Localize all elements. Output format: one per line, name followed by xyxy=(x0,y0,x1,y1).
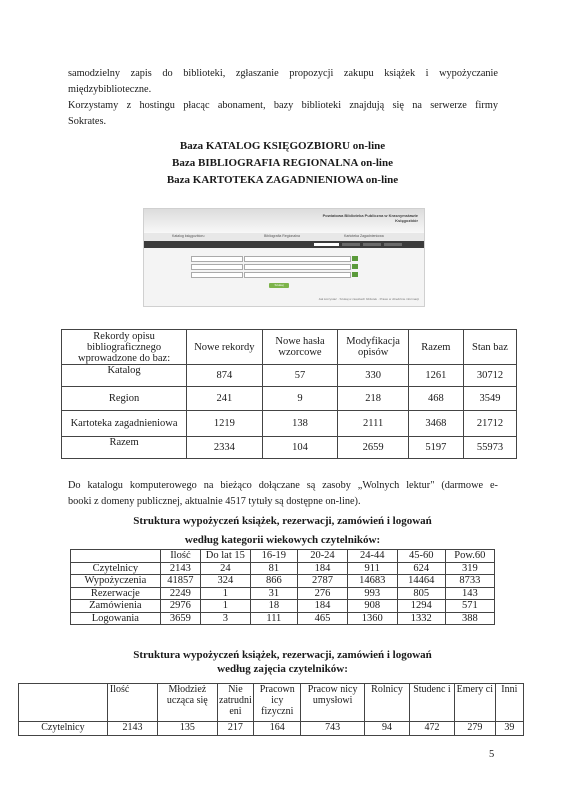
table-cell: 9 xyxy=(262,387,338,411)
table-cell: 217 xyxy=(217,722,254,736)
table-cell: 3659 xyxy=(160,612,200,625)
screenshot-go-1 xyxy=(352,256,358,261)
table-cell: 21712 xyxy=(463,411,516,437)
table-cell: 571 xyxy=(445,600,494,613)
table-cell: 8733 xyxy=(445,575,494,588)
table-cell: 279 xyxy=(454,722,495,736)
table-cell: Ilość xyxy=(160,550,200,563)
intro-line-3: Korzystamy z hostingu płacąc abonament, bazy biblioteki znajdują się na serwerze firmy xyxy=(68,100,498,111)
intro-line-2: międzybiblioteczne. xyxy=(68,84,152,95)
screenshot-toolbar xyxy=(144,241,424,248)
table-cell: Rezerwacje xyxy=(71,587,161,600)
table-cell: Emery ci xyxy=(454,684,495,722)
table-cell: 138 xyxy=(262,411,338,437)
table-row xyxy=(71,612,495,625)
table-cell: Region xyxy=(62,387,187,411)
wolne-lektury-line-1: Do katalogu komputerowego na bieżąco dołączane są zasoby „Wolnych lektur" (darmowe e- xyxy=(68,480,498,491)
table-cell: 911 xyxy=(347,562,397,575)
screenshot-footer: Jak korzystać · Szukaj w zasobach bibliotek · Prawo w dziedzinie informacji xyxy=(318,297,419,301)
table-row xyxy=(71,587,495,600)
table-cell: 5197 xyxy=(408,437,463,459)
screenshot-toolbar-button-2 xyxy=(363,243,381,246)
table-cell: 1 xyxy=(201,600,250,613)
table-cell: Logowania xyxy=(71,612,161,625)
table-cell xyxy=(19,684,108,722)
occupation-table-header xyxy=(19,684,524,722)
table-cell: 218 xyxy=(338,387,408,411)
screenshot-quick-search xyxy=(314,243,339,246)
age-structure-table xyxy=(70,549,495,625)
age-structure-heading-1: Struktura wypożyczeń książek, rezerwacji, zamówień i logowań xyxy=(133,515,432,527)
records-header-category: Rekordy opisu bibliograficznego wprowadzone do baz: xyxy=(62,330,187,365)
table-cell: 104 xyxy=(262,437,338,459)
screenshot-toolbar-button-1 xyxy=(342,243,360,246)
table-cell: 55973 xyxy=(463,437,516,459)
table-cell: 14683 xyxy=(347,575,397,588)
table-cell: 1332 xyxy=(397,612,445,625)
screenshot-field-input-3 xyxy=(244,272,351,278)
page-number: 5 xyxy=(489,749,495,760)
table-cell: 276 xyxy=(298,587,348,600)
table-cell: 2143 xyxy=(160,562,200,575)
table-cell: Studenc i xyxy=(409,684,454,722)
table-cell: Ilość xyxy=(107,684,157,722)
table-cell: 330 xyxy=(338,365,408,387)
table-cell: Czytelnicy xyxy=(19,722,108,736)
screenshot-header xyxy=(144,209,424,233)
records-header-state: Stan baz xyxy=(463,330,516,365)
table-cell: Pracown icy fizyczni xyxy=(254,684,301,722)
screenshot-tab-katalog: Katalog księgozbioru xyxy=(172,234,205,238)
table-cell: 2249 xyxy=(160,587,200,600)
table-cell: 241 xyxy=(187,387,262,411)
table-cell: 2787 xyxy=(298,575,348,588)
table-row xyxy=(62,387,517,411)
screenshot-field-input-2 xyxy=(244,264,351,270)
occupation-structure-table xyxy=(18,683,524,736)
table-row xyxy=(62,411,517,437)
screenshot-search-button: Szukaj xyxy=(269,283,289,288)
table-cell: 24-44 xyxy=(347,550,397,563)
age-structure-heading-2: według kategorii wiekowych czytelników: xyxy=(184,534,381,546)
table-cell: 2976 xyxy=(160,600,200,613)
table-cell: Pow.60 xyxy=(445,550,494,563)
base-title-bibliografia: Baza BIBLIOGRAFIA REGIONALNA on-line xyxy=(172,157,393,169)
occupation-structure-heading-2: według zajęcia czytelników: xyxy=(217,663,348,675)
table-cell: 993 xyxy=(347,587,397,600)
table-cell: Młodzież ucząca się xyxy=(158,684,218,722)
table-cell: 2659 xyxy=(338,437,408,459)
screenshot-logo xyxy=(308,213,418,223)
table-cell: 1261 xyxy=(408,365,463,387)
screenshot-toolbar-button-3 xyxy=(384,243,402,246)
records-header-modified: Modyfikacja opisów xyxy=(338,330,408,365)
screenshot-tabs xyxy=(144,233,424,241)
table-cell: 184 xyxy=(298,562,348,575)
table-cell: Zamówienia xyxy=(71,600,161,613)
table-cell: 908 xyxy=(347,600,397,613)
age-table-header xyxy=(71,550,495,563)
table-cell: 30712 xyxy=(463,365,516,387)
screenshot-field-select-1 xyxy=(191,256,243,262)
table-cell: 111 xyxy=(250,612,298,625)
table-cell: 388 xyxy=(445,612,494,625)
screenshot-search-form xyxy=(189,253,369,293)
screenshot-field-select-3 xyxy=(191,272,243,278)
table-cell: Katalog xyxy=(62,365,187,387)
table-cell: 45-60 xyxy=(397,550,445,563)
screenshot-logo-line2: Księgozbiór xyxy=(395,218,418,223)
table-cell: Razem xyxy=(62,437,187,459)
screenshot-go-2 xyxy=(352,264,358,269)
occupation-structure-heading-1: Struktura wypożyczeń książek, rezerwacji, zamówień i logowań xyxy=(133,649,432,661)
table-cell: 472 xyxy=(409,722,454,736)
wolne-lektury-line-2: booki z domeny publicznej, aktualnie 4517 tytuły są dostępne on-line). xyxy=(68,496,361,507)
screenshot-go-3 xyxy=(352,272,358,277)
screenshot-field-input-1 xyxy=(244,256,351,262)
table-cell: 164 xyxy=(254,722,301,736)
table-cell: 2334 xyxy=(187,437,262,459)
table-cell: 24 xyxy=(201,562,250,575)
table-cell: 20-24 xyxy=(298,550,348,563)
intro-line-4: Sokrates. xyxy=(68,116,107,127)
table-cell: 41857 xyxy=(160,575,200,588)
table-cell xyxy=(71,550,161,563)
records-header-total: Razem xyxy=(408,330,463,365)
table-cell: 1360 xyxy=(347,612,397,625)
table-cell: 3549 xyxy=(463,387,516,411)
table-cell: 16-19 xyxy=(250,550,298,563)
table-row xyxy=(71,575,495,588)
table-cell: 81 xyxy=(250,562,298,575)
table-row xyxy=(71,600,495,613)
table-cell: 324 xyxy=(201,575,250,588)
table-cell: 805 xyxy=(397,587,445,600)
catalog-website-screenshot xyxy=(143,208,425,307)
base-title-kartoteka: Baza KARTOTEKA ZAGADNIENIOWA on-line xyxy=(166,174,399,186)
table-cell: 57 xyxy=(262,365,338,387)
table-cell: 3468 xyxy=(408,411,463,437)
records-header-new: Nowe rekordy xyxy=(187,330,262,365)
table-cell: Do lat 15 xyxy=(201,550,250,563)
table-cell: 14464 xyxy=(397,575,445,588)
table-cell: 319 xyxy=(445,562,494,575)
table-cell: 1219 xyxy=(187,411,262,437)
table-cell: 18 xyxy=(250,600,298,613)
table-cell: 184 xyxy=(298,600,348,613)
table-cell: Wypożyczenia xyxy=(71,575,161,588)
table-cell: 743 xyxy=(301,722,365,736)
intro-paragraph xyxy=(68,66,498,130)
table-cell: Czytelnicy xyxy=(71,562,161,575)
wolne-lektury-paragraph xyxy=(68,478,498,510)
screenshot-logo-line1: Powiatowa Biblioteka Publiczna w Krasnymstawie xyxy=(322,213,418,218)
table-cell: 874 xyxy=(187,365,262,387)
table-cell: 1 xyxy=(201,587,250,600)
table-cell: 39 xyxy=(495,722,523,736)
table-cell: Kartoteka zagadnieniowa xyxy=(62,411,187,437)
records-header-authority: Nowe hasła wzorcowe xyxy=(262,330,338,365)
table-cell: 135 xyxy=(158,722,218,736)
table-cell: 468 xyxy=(408,387,463,411)
screenshot-tab-kartoteka: Kartoteka Zagadnieniowa xyxy=(344,234,384,238)
table-row xyxy=(62,437,517,459)
table-cell: 94 xyxy=(365,722,410,736)
screenshot-tab-bibliografia: Bibliografia Regionalna xyxy=(264,234,300,238)
base-title-katalog: Baza KATALOG KSIĘGOZBIORU on-line xyxy=(179,140,386,152)
table-row xyxy=(62,365,517,387)
table-cell: Inni xyxy=(495,684,523,722)
table-cell: Pracow nicy umysłowi xyxy=(301,684,365,722)
table-cell: Rolnicy xyxy=(365,684,410,722)
table-cell: 1294 xyxy=(397,600,445,613)
table-cell: 2111 xyxy=(338,411,408,437)
records-table-header xyxy=(62,330,517,365)
table-row xyxy=(71,562,495,575)
table-cell: 624 xyxy=(397,562,445,575)
records-table xyxy=(61,329,517,459)
table-cell: 143 xyxy=(445,587,494,600)
table-row xyxy=(19,722,524,736)
table-cell: 866 xyxy=(250,575,298,588)
screenshot-field-select-2 xyxy=(191,264,243,270)
table-cell: 465 xyxy=(298,612,348,625)
table-cell: Nie zatrudni eni xyxy=(217,684,254,722)
table-cell: 31 xyxy=(250,587,298,600)
intro-line-1: samodzielny zapis do biblioteki, zgłaszanie propozycji zakupu książek i wypożyczanie xyxy=(68,68,498,79)
table-cell: 2143 xyxy=(107,722,157,736)
table-cell: 3 xyxy=(201,612,250,625)
